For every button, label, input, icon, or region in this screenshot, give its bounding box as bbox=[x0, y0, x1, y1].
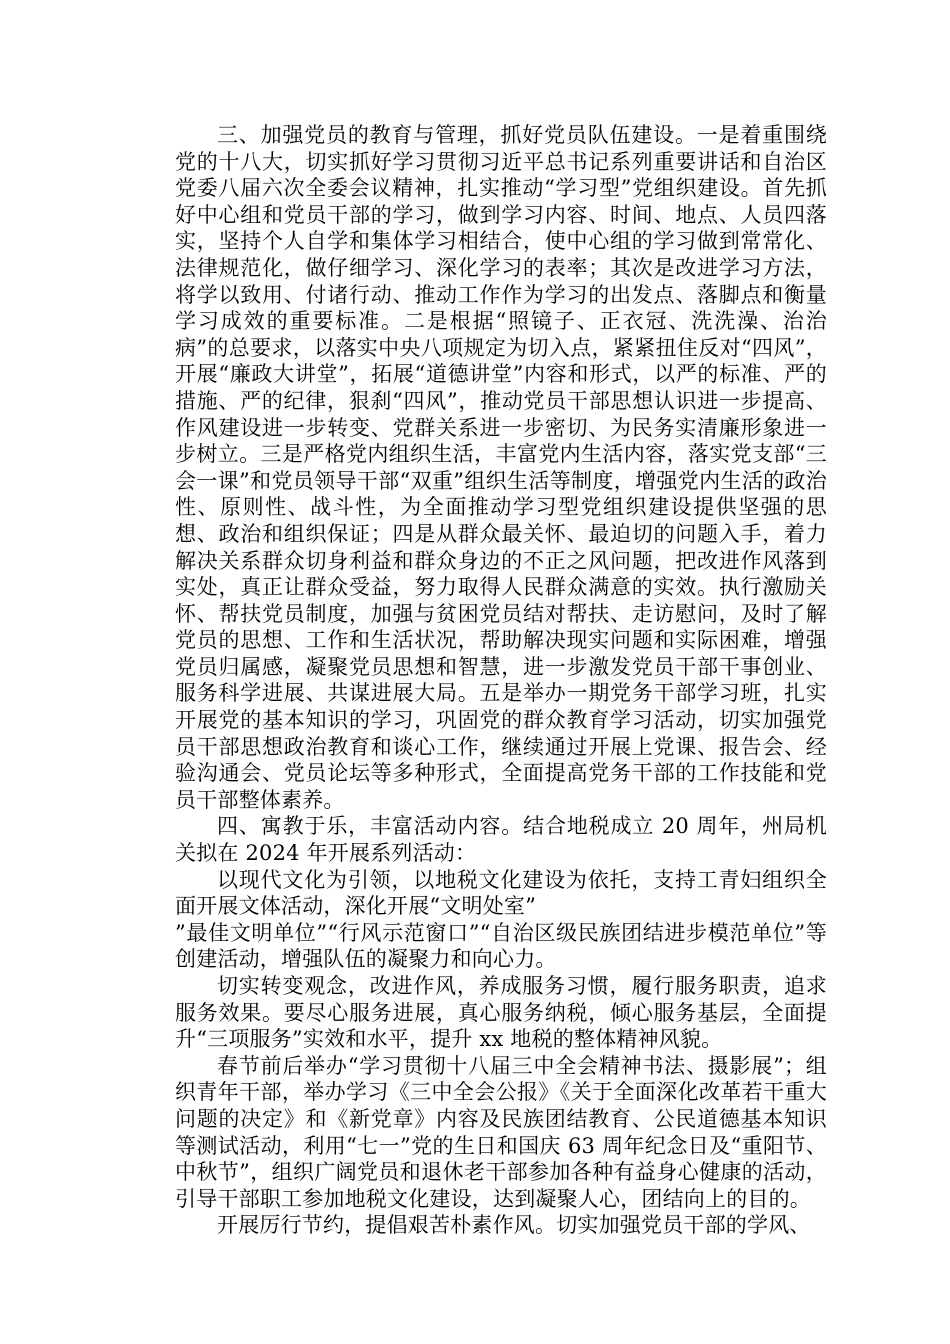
paragraph-party-education: 三、加强党员的教育与管理，抓好党员队伍建设。一是着重围绕党的十八大，切实抓好学习贯彻习近平总书记系列重要讲话和自治区党委八届六次全委会议精神，扎实推动“学习型”党组织建设。首先抓好中心组和党员干部的学习，做到学习内容、时间、地点、人员四落实，坚持个人自学和集体学习相结合，使中心组的学习做到常常化、法律规范化，做仔细学习、深化学习的表率；其次是改进学习方法，将学以致用、付诸行动、推动工作作为学习的出发点、落脚点和衡量学习成效的重要标准。二是根据“照镜子、正衣冠、洗洗澡、治治病”的总要求，以落实中央八项规定为切入点，紧紧扭住反对“四风”，开展“廉政大讲堂”，拓展“道德讲堂”内容和形式，以严的标准、严的措施、严的纪律，狠刹“四风”，推动党员干部思想认识进一步提高、作风建设进一步转变、党群关系进一步密切、为民务实清廉形象进一步树立。三是严格党内组织生活，丰富党内生活内容，落实党支部“三会一课”和党员领导干部“双重”组织生活等制度，增强党内生活的政治性、原则性、战斗性，为全面推动学习型党组织建设提供坚强的思想、政治和组织保证；四是从群众最关怀、最迫切的问题入手，着力解决关系群众切身利益和群众身边的不正之风问题，把改进作风落到实处，真正让群众受益，努力取得人民群众满意的实效。执行激励关怀、帮扶党员制度，加强与贫困党员结对帮扶、走访慰问，及时了解党员的思想、工作和生活状况，帮助解决现实问题和实际困难，增强党员归属感，凝聚党员思想和智慧，进一步激发党员干部干事创业、服务科学进展、共谋进展大局。五是举办一期党务干部学习班，扎实开展党的基本知识的学习，巩固党的群众教育学习活动，切实加强党员干部思想政治教育和谈心工作，继续通过开展上党课、报告会、经验沟通会、党员论坛等多种形式，全面提高党务干部的工作技能和党员干部整体素养。 bbox=[175, 123, 827, 812]
paragraph-spring-festival: 春节前后举办“学习贯彻十八届三中全会精神书法、摄影展”；组织青年干部，举办学习《三中全会公报》《关于全面深化改革若干重大问题的决定》和《新党章》内容及民族团结教育、公民道德基本知识等测试活动，利用“七一”党的生日和国庆 63 周年纪念日及“重阳节、中秋节”，组织广阔党员和退休老干部参加各种有益身心健康的活动，引导干部职工参加地税文化建设，达到凝聚人心，团结向上的目的。 bbox=[175, 1053, 827, 1211]
paragraph-culture-lead: 以现代文化为引领，以地税文化建设为依托，支持工青妇组织全面开展文体活动，深化开展“文明处室” bbox=[175, 867, 827, 919]
paragraph-activities-intro: 四、寓教于乐，丰富活动内容。结合地税成立 20 周年，州局机关拟在 2024 年开展系列活动： bbox=[175, 814, 827, 866]
paragraph-creation-activities: ”最佳文明单位”“行风示范窗口”“自治区级民族团结进步模范单位”等创建活动，增强队伍的凝聚力和向心力。 bbox=[175, 920, 827, 972]
paragraph-service-style: 切实转变观念，改进作风，养成服务习惯，履行服务职责，追求服务效果。要尽心服务进展，真心服务纳税，倾心服务基层，全面提升“三项服务”实效和水平，提升 xx 地税的整体精神风貌。 bbox=[175, 974, 827, 1052]
document-body bbox=[175, 122, 827, 1239]
paragraph-thrift: 开展厉行节约，提倡艰苦朴素作风。切实加强党员干部的学风、 bbox=[217, 1213, 811, 1238]
